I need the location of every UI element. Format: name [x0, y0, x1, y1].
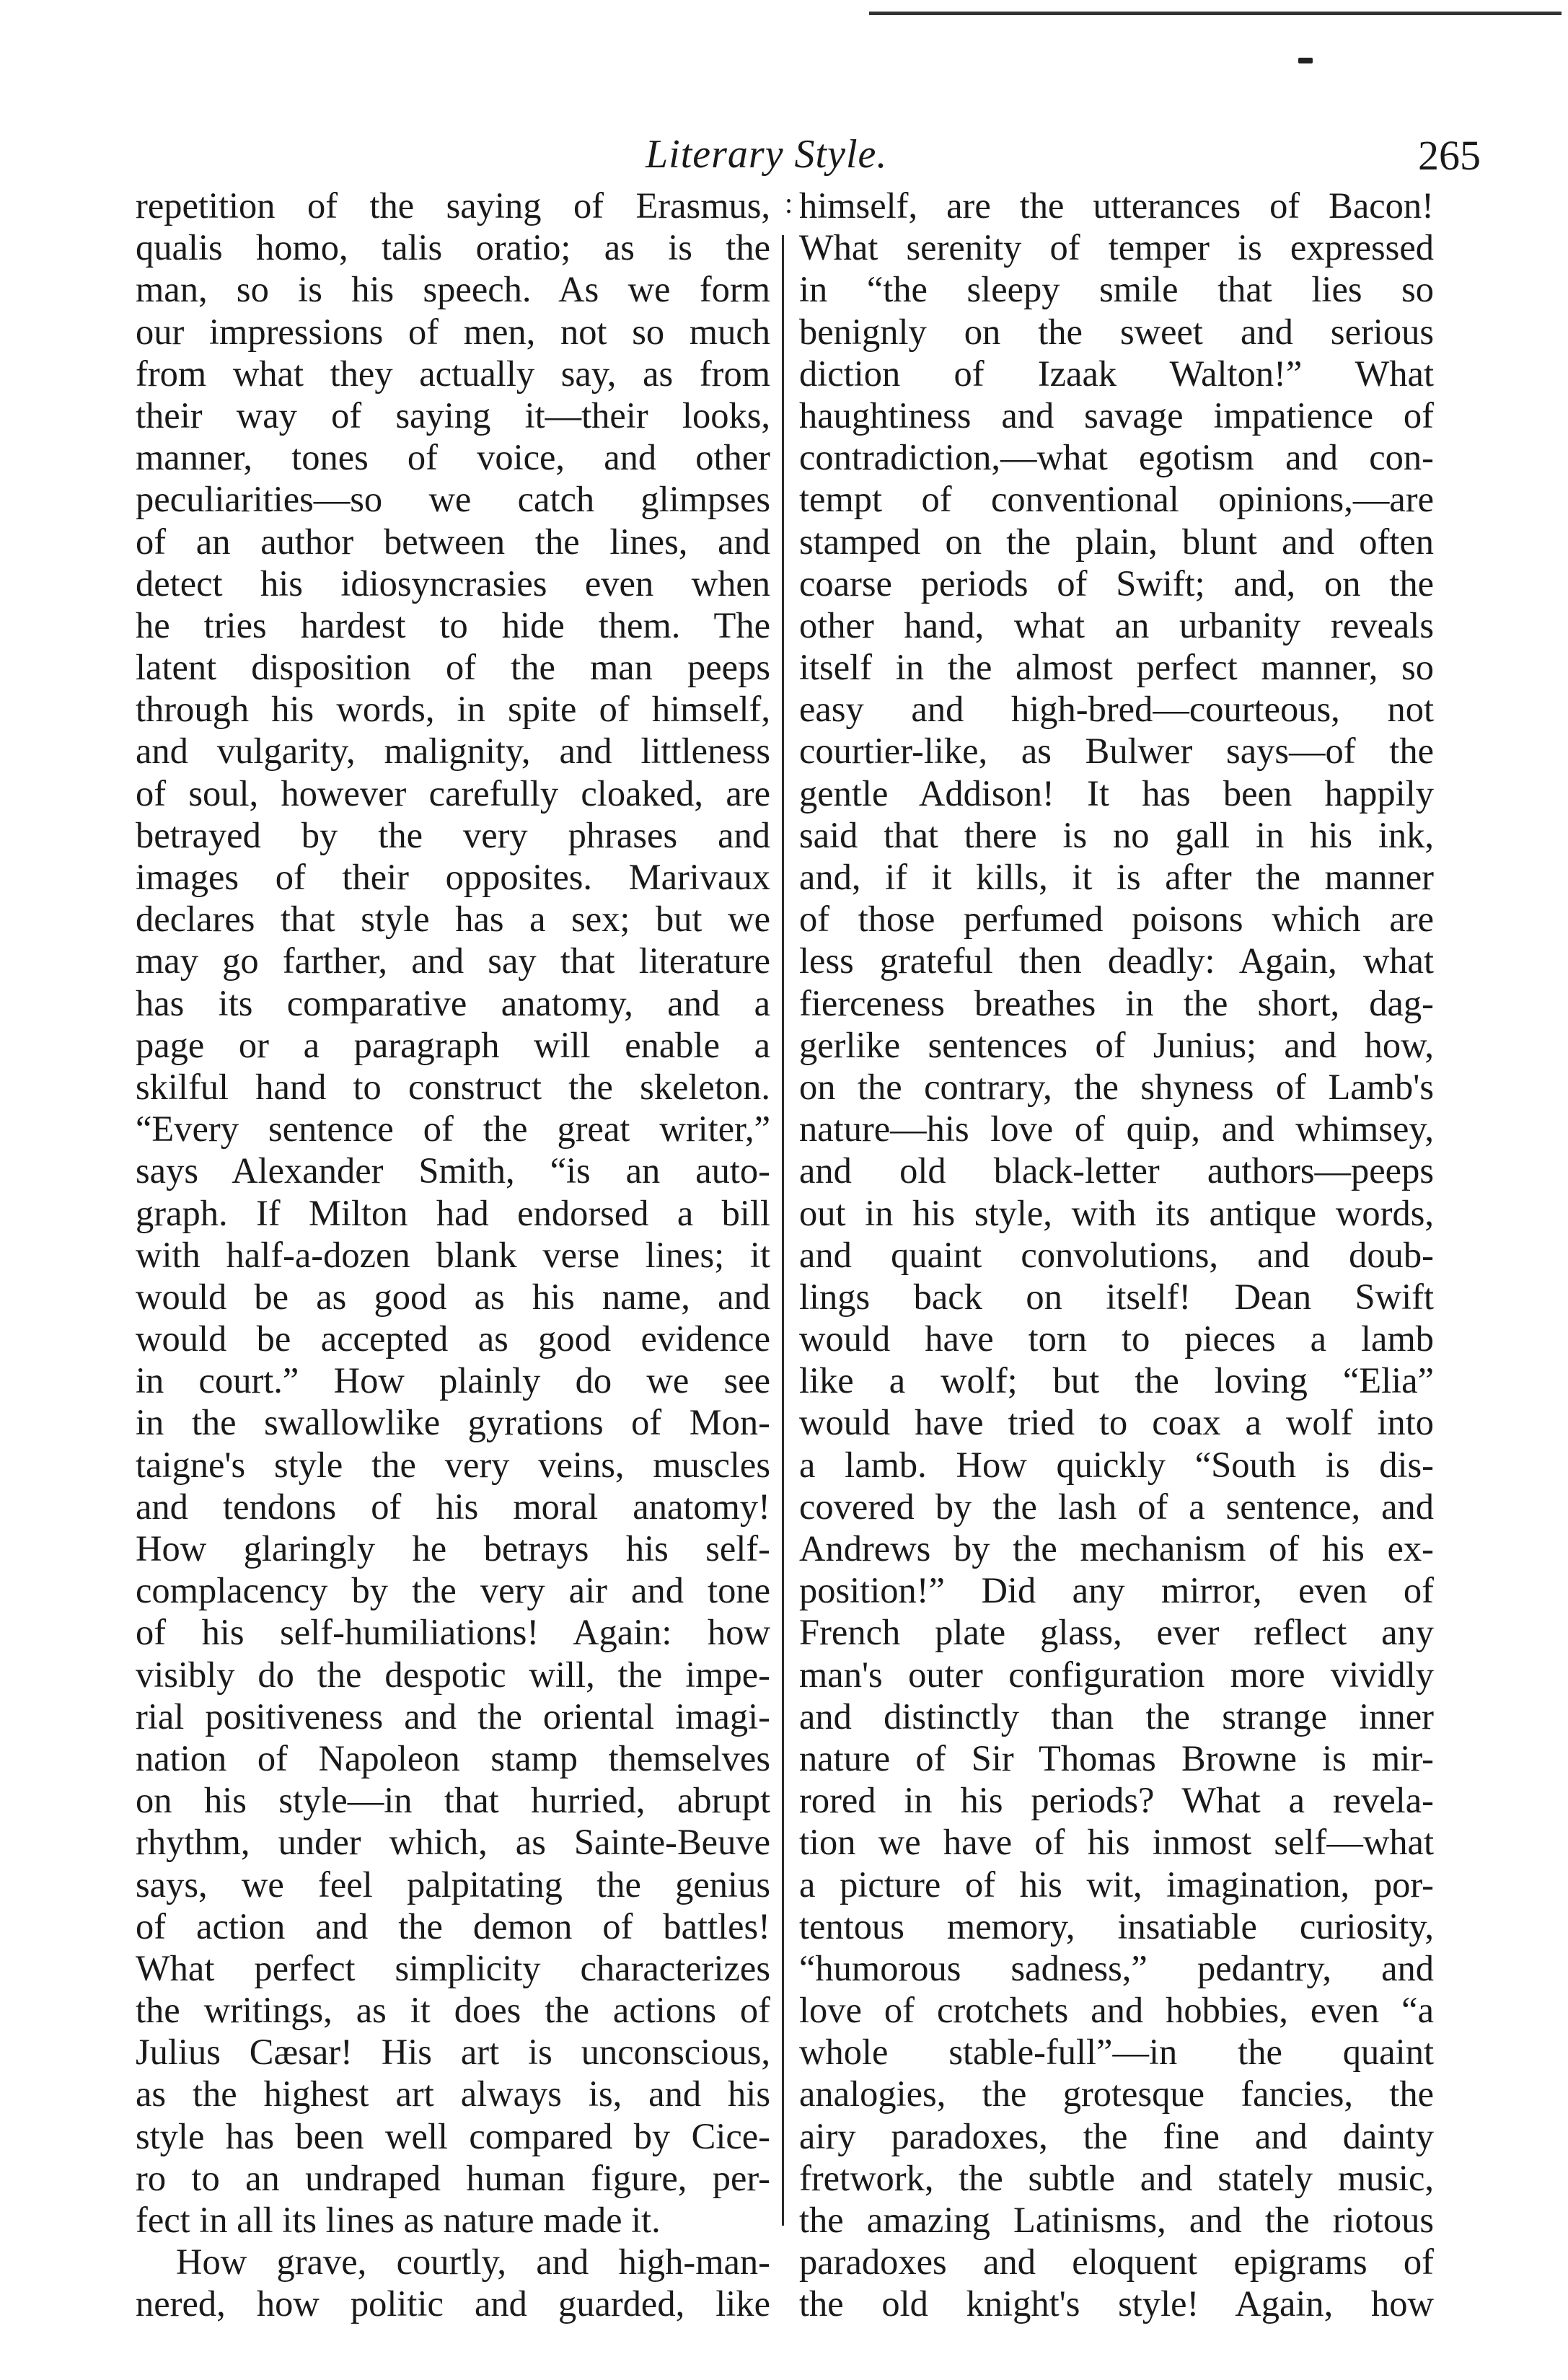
text-line: whole stable-full”—in the quaint: [799, 2032, 1434, 2073]
text-line: airy paradoxes, the fine and dainty: [799, 2115, 1434, 2156]
text-line: rhythm, under which, as Sainte-Beuve: [136, 1822, 770, 1863]
text-line: nature—his love of quip, and whimsey,: [799, 1109, 1434, 1150]
text-line: lings back on itself! Dean Swift: [799, 1276, 1434, 1317]
text-line: says, we feel palpitating the genius: [136, 1864, 770, 1905]
column-ornament: :: [785, 187, 793, 219]
running-title: Literary Style.: [646, 132, 888, 177]
text-line: gentle Addison! It has been happily: [799, 772, 1434, 814]
text-line: paradoxes and eloquent epigrams of: [799, 2242, 1434, 2283]
text-line: visibly do the despotic will, the impe-: [136, 1654, 770, 1695]
text-line: the old knight's style! Again, how: [799, 2283, 1434, 2324]
text-line: and, if it kills, it is after the manner: [799, 857, 1434, 897]
text-line: nature of Sir Thomas Browne is mir-: [799, 1737, 1434, 1779]
text-line: less grateful then deadly: Again, what: [799, 940, 1434, 982]
text-line: ro to an undraped human figure, per-: [136, 2157, 770, 2198]
text-line: contradiction,—what egotism and con-: [799, 437, 1434, 478]
text-line: and tendons of his moral anatomy!: [136, 1486, 770, 1527]
text-line: repetition of the saying of Erasmus,: [136, 185, 770, 226]
text-line: taigne's style the very veins, muscles: [136, 1444, 770, 1485]
text-line: qualis homo, talis oratio; as is the: [136, 227, 770, 268]
column-divider: [782, 235, 784, 2226]
text-line: the amazing Latinisms, and the riotous: [799, 2200, 1434, 2240]
text-line: out in his style, with its antique words,: [799, 1192, 1434, 1233]
text-line: and quaint convolutions, and doub-: [799, 1234, 1434, 1275]
text-line: How grave, courtly, and high-man-: [176, 2242, 770, 2283]
text-line: What perfect simplicity characterizes: [136, 1947, 770, 1988]
text-line: diction of Izaak Walton!” What: [799, 353, 1434, 394]
text-line: detect his idiosyncrasies even when: [136, 563, 770, 604]
text-line: graph. If Milton had endorsed a bill: [136, 1192, 770, 1233]
running-head: [0, 131, 1568, 189]
text-line: with half-a-dozen blank verse lines; it: [136, 1234, 770, 1275]
text-line: on the contrary, the shyness of Lamb's: [799, 1066, 1434, 1107]
text-line: a picture of his wit, imagination, por-: [799, 1864, 1434, 1905]
text-line: stamped on the plain, blunt and often: [799, 521, 1434, 562]
text-line: images of their opposites. Marivaux: [136, 857, 770, 897]
text-line: would have torn to pieces a lamb: [799, 1318, 1434, 1359]
text-line: skilful hand to construct the skeleton.: [136, 1066, 770, 1107]
text-line: may go farther, and say that literature: [136, 940, 770, 982]
text-line: gerlike sentences of Junius; and how,: [799, 1024, 1434, 1065]
text-line: position!” Did any mirror, even of: [799, 1570, 1434, 1611]
text-line: would be accepted as good evidence: [136, 1318, 770, 1359]
text-line: man, so is his speech. As we form: [136, 269, 770, 310]
text-line: rored in his periods? What a revela-: [799, 1780, 1434, 1821]
page-number: 265: [1418, 132, 1481, 179]
right-column: [799, 185, 1434, 2325]
text-line: and old black-letter authors—peeps: [799, 1150, 1434, 1191]
text-line: benignly on the sweet and serious: [799, 311, 1434, 352]
text-line: in court.” How plainly do we see: [136, 1360, 770, 1401]
text-line: from what they actually say, as from: [136, 353, 770, 394]
text-line: on his style—in that hurried, abrupt: [136, 1780, 770, 1821]
text-line: peculiarities—so we catch glimpses: [136, 479, 770, 520]
top-rule: [869, 12, 1562, 15]
ink-mark: [1298, 58, 1313, 63]
text-line: nered, how politic and guarded, like: [136, 2283, 770, 2324]
text-line: coarse periods of Swift; and, on the: [799, 563, 1434, 604]
text-line: complacency by the very air and tone: [136, 1570, 770, 1611]
text-line: covered by the lash of a sentence, and: [799, 1486, 1434, 1527]
text-line: page or a paragraph will enable a: [136, 1024, 770, 1065]
text-line: would be as good as his name, and: [136, 1276, 770, 1317]
text-line: What serenity of temper is expressed: [799, 227, 1434, 268]
text-line: has its comparative anatomy, and a: [136, 982, 770, 1023]
text-line: of action and the demon of battles!: [136, 1905, 770, 1947]
text-line: other hand, what an urbanity reveals: [799, 604, 1434, 645]
text-line: fretwork, the subtle and stately music,: [799, 2157, 1434, 2198]
text-line: tentous memory, insatiable curiosity,: [799, 1905, 1434, 1947]
text-line: fierceness breathes in the short, dag-: [799, 982, 1434, 1023]
text-line: manner, tones of voice, and other: [136, 437, 770, 478]
text-line: “humorous sadness,” pedantry, and: [799, 1947, 1434, 1988]
text-line: a lamb. How quickly “South is dis-: [799, 1444, 1434, 1485]
text-line: Julius Cæsar! His art is unconscious,: [136, 2032, 770, 2073]
text-line: in “the sleepy smile that lies so: [799, 269, 1434, 310]
text-line: haughtiness and savage impatience of: [799, 395, 1434, 436]
text-line: would have tried to coax a wolf into: [799, 1402, 1434, 1443]
text-line: style has been well compared by Cice-: [136, 2115, 770, 2156]
text-line: fect in all its lines as nature made it.: [136, 2200, 661, 2240]
text-line: as the highest art always is, and his: [136, 2073, 770, 2115]
text-line: of an author between the lines, and: [136, 521, 770, 562]
text-line: in the swallowlike gyrations of Mon-: [136, 1402, 770, 1443]
text-line: said that there is no gall in his ink,: [799, 814, 1434, 855]
text-line: of those perfumed poisons which are: [799, 899, 1434, 940]
text-line: their way of saying it—their looks,: [136, 395, 770, 436]
text-line: Andrews by the mechanism of his ex-: [799, 1528, 1434, 1569]
text-line: says Alexander Smith, “is an auto-: [136, 1150, 770, 1191]
text-line: our impressions of men, not so much: [136, 311, 770, 352]
text-line: like a wolf; but the loving “Elia”: [799, 1360, 1434, 1401]
text-line: “Every sentence of the great writer,”: [136, 1109, 770, 1150]
text-line: rial positiveness and the oriental imagi-: [136, 1696, 770, 1737]
text-line: man's outer configuration more vividly: [799, 1654, 1434, 1695]
text-line: of soul, however carefully cloaked, are: [136, 772, 770, 814]
text-line: and vulgarity, malignity, and littleness: [136, 731, 770, 772]
text-line: latent disposition of the man peeps: [136, 647, 770, 688]
text-line: declares that style has a sex; but we: [136, 899, 770, 940]
text-line: tempt of conventional opinions,—are: [799, 479, 1434, 520]
text-line: French plate glass, ever reflect any: [799, 1612, 1434, 1653]
text-line: love of crotchets and hobbies, even “a: [799, 1990, 1434, 2031]
text-line: itself in the almost perfect manner, so: [799, 647, 1434, 688]
text-line: himself, are the utterances of Bacon!: [799, 185, 1434, 226]
text-line: analogies, the grotesque fancies, the: [799, 2073, 1434, 2115]
text-line: nation of Napoleon stamp themselves: [136, 1737, 770, 1779]
text-line: courtier-like, as Bulwer says—of the: [799, 731, 1434, 772]
text-line: through his words, in spite of himself,: [136, 689, 770, 730]
text-line: and distinctly than the strange inner: [799, 1696, 1434, 1737]
text-line: How glaringly he betrays his self-: [136, 1528, 770, 1569]
text-line: betrayed by the very phrases and: [136, 814, 770, 855]
text-line: he tries hardest to hide them. The: [136, 604, 770, 645]
text-line: easy and high-bred—courteous, not: [799, 689, 1434, 730]
left-column: [136, 185, 770, 2325]
text-line: the writings, as it does the actions of: [136, 1990, 770, 2031]
text-line: tion we have of his inmost self—what: [799, 1822, 1434, 1863]
text-line: of his self-humiliations! Again: how: [136, 1612, 770, 1653]
